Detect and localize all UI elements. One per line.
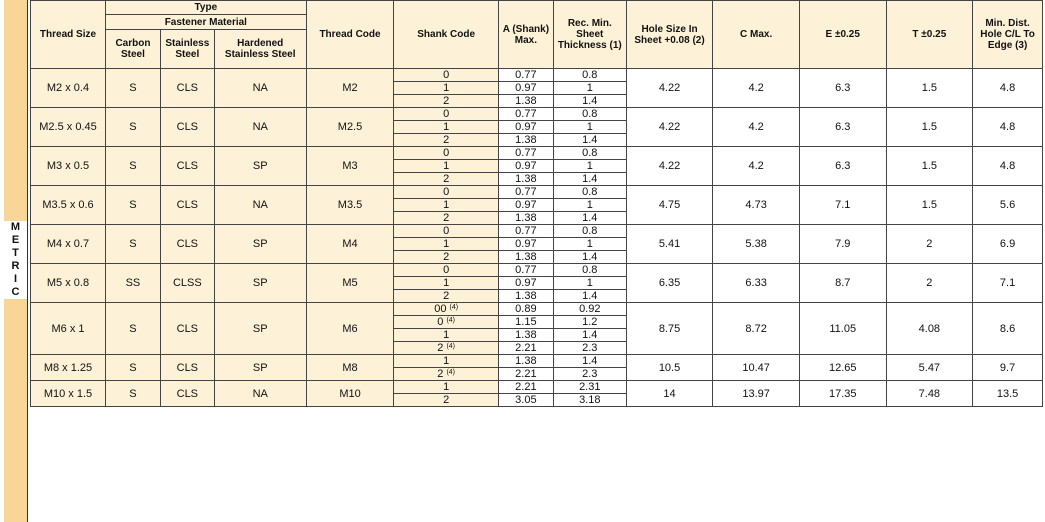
e-cell: 7.1 bbox=[799, 186, 886, 225]
shank-code-value: 2 bbox=[443, 211, 450, 224]
table-row bbox=[31, 69, 1043, 82]
metric-letter: T bbox=[4, 247, 27, 260]
thread-size-cell: M10 x 1.5 bbox=[31, 381, 106, 407]
sheet-thickness-cell: 1 bbox=[553, 160, 626, 173]
carbon-steel-cell: S bbox=[105, 303, 160, 355]
sheet-thickness-cell: 3.18 bbox=[553, 394, 626, 407]
carbon-steel-cell: S bbox=[105, 69, 160, 108]
sheet-thickness-cell: 1.4 bbox=[553, 290, 626, 303]
hole-size-cell: 6.35 bbox=[626, 264, 713, 303]
shank-code-value: 1 bbox=[443, 354, 450, 367]
shank-code-cell bbox=[394, 381, 499, 394]
thread-code-cell: M3 bbox=[306, 147, 394, 186]
t-cell: 1.5 bbox=[886, 69, 973, 108]
metric-label bbox=[4, 180, 27, 340]
sheet-thickness-cell: 2.3 bbox=[553, 368, 626, 381]
shank-code-value: 1 bbox=[443, 276, 450, 289]
a-shank-cell: 2.21 bbox=[498, 368, 553, 381]
sheet-thickness-cell: 1 bbox=[553, 277, 626, 290]
hardened-steel-cell: SP bbox=[214, 303, 306, 355]
t-cell: 7.48 bbox=[886, 381, 973, 407]
shank-code-value: 0 bbox=[443, 185, 450, 198]
shank-code-cell bbox=[394, 277, 499, 290]
e-cell: 8.7 bbox=[799, 264, 886, 303]
shank-code-value: 1 bbox=[443, 159, 450, 172]
shank-code-cell bbox=[394, 82, 499, 95]
table-row bbox=[31, 225, 1043, 238]
thread-size-cell: M5 x 0.8 bbox=[31, 264, 106, 303]
shank-code-cell bbox=[394, 160, 499, 173]
a-shank-cell: 1.38 bbox=[498, 251, 553, 264]
shank-code-cell bbox=[394, 368, 499, 381]
thread-size-cell: M8 x 1.25 bbox=[31, 355, 106, 381]
shank-code-value: 0 bbox=[437, 315, 444, 328]
min-dist-cell: 9.7 bbox=[973, 355, 1043, 381]
stainless-steel-cell: CLS bbox=[160, 186, 214, 225]
a-shank-cell: 1.38 bbox=[498, 95, 553, 108]
t-cell: 5.47 bbox=[886, 355, 973, 381]
hardened-steel-cell: SP bbox=[214, 225, 306, 264]
table-row bbox=[31, 147, 1043, 160]
shank-code-value: 2 bbox=[443, 393, 450, 406]
footnote-marker: (4) bbox=[446, 316, 456, 324]
shank-code-cell bbox=[394, 121, 499, 134]
a-shank-cell: 0.77 bbox=[498, 147, 553, 160]
sheet-thickness-cell: 1 bbox=[553, 238, 626, 251]
min-dist-cell: 8.6 bbox=[973, 303, 1043, 355]
header-shank-code: Shank Code bbox=[394, 1, 499, 69]
shank-code-value: 1 bbox=[443, 198, 450, 211]
stainless-steel-cell: CLSS bbox=[160, 264, 214, 303]
shank-code-value: 0 bbox=[443, 107, 450, 120]
e-cell: 7.9 bbox=[799, 225, 886, 264]
shank-code-cell bbox=[394, 225, 499, 238]
stainless-steel-cell: CLS bbox=[160, 225, 214, 264]
shank-code-value: 1 bbox=[443, 81, 450, 94]
shank-code-value: 0 bbox=[443, 224, 450, 237]
table-header bbox=[31, 1, 1043, 69]
shank-code-cell bbox=[394, 251, 499, 264]
header-thread-size: Thread Size bbox=[31, 1, 106, 69]
a-shank-cell: 0.97 bbox=[498, 277, 553, 290]
footnote-marker: (4) bbox=[449, 303, 459, 311]
sheet-thickness-cell: 1 bbox=[553, 82, 626, 95]
hole-size-cell: 4.22 bbox=[626, 69, 713, 108]
min-dist-cell: 5.6 bbox=[973, 186, 1043, 225]
sheet-thickness-cell: 0.8 bbox=[553, 108, 626, 121]
e-cell: 11.05 bbox=[799, 303, 886, 355]
thread-code-cell: M5 bbox=[306, 264, 394, 303]
header-fastener-material: Fastener Material bbox=[105, 15, 306, 30]
a-shank-cell: 1.38 bbox=[498, 355, 553, 368]
a-shank-cell: 0.77 bbox=[498, 186, 553, 199]
t-cell: 4.08 bbox=[886, 303, 973, 355]
shank-code-cell bbox=[394, 69, 499, 82]
stainless-steel-cell: CLS bbox=[160, 147, 214, 186]
table-row bbox=[31, 186, 1043, 199]
hole-size-cell: 10.5 bbox=[626, 355, 713, 381]
min-dist-cell: 4.8 bbox=[973, 147, 1043, 186]
a-shank-cell: 1.38 bbox=[498, 212, 553, 225]
sheet-thickness-cell: 0.8 bbox=[553, 186, 626, 199]
min-dist-cell: 6.9 bbox=[973, 225, 1043, 264]
header-rec-min-sheet: Rec. Min. Sheet Thickness (1) bbox=[553, 1, 626, 69]
hardened-steel-cell: NA bbox=[214, 381, 306, 407]
t-cell: 1.5 bbox=[886, 108, 973, 147]
min-dist-cell: 13.5 bbox=[973, 381, 1043, 407]
footnote-marker: (4) bbox=[446, 368, 456, 376]
e-cell: 17.35 bbox=[799, 381, 886, 407]
thread-size-cell: M2.5 x 0.45 bbox=[31, 108, 106, 147]
thread-code-cell: M6 bbox=[306, 303, 394, 355]
table-row bbox=[31, 303, 1043, 316]
sheet-thickness-cell: 1 bbox=[553, 121, 626, 134]
a-shank-cell: 1.38 bbox=[498, 173, 553, 186]
sheet-thickness-cell: 1.4 bbox=[553, 173, 626, 186]
thread-code-cell: M2 bbox=[306, 69, 394, 108]
shank-code-value: 1 bbox=[443, 120, 450, 133]
table-row bbox=[31, 381, 1043, 394]
shank-code-cell bbox=[394, 394, 499, 407]
sheet-thickness-cell: 1.4 bbox=[553, 329, 626, 342]
shank-code-cell bbox=[394, 355, 499, 368]
e-cell: 12.65 bbox=[799, 355, 886, 381]
c-max-cell: 4.2 bbox=[713, 147, 800, 186]
header-e: E ±0.25 bbox=[799, 1, 886, 69]
stainless-steel-cell: CLS bbox=[160, 69, 214, 108]
shank-code-cell bbox=[394, 212, 499, 225]
shank-code-cell bbox=[394, 264, 499, 277]
hardened-steel-cell: NA bbox=[214, 108, 306, 147]
shank-code-value: 0 bbox=[443, 263, 450, 276]
hole-size-cell: 4.22 bbox=[626, 147, 713, 186]
e-cell: 6.3 bbox=[799, 108, 886, 147]
header-t: T ±0.25 bbox=[886, 1, 973, 69]
hole-size-cell: 4.22 bbox=[626, 108, 713, 147]
stainless-steel-cell: CLS bbox=[160, 381, 214, 407]
c-max-cell: 4.2 bbox=[713, 108, 800, 147]
header-hardened-stainless-steel: Hardened Stainless Steel bbox=[214, 30, 306, 69]
stainless-steel-cell: CLS bbox=[160, 303, 214, 355]
footnote-marker: (4) bbox=[446, 342, 456, 350]
c-max-cell: 4.73 bbox=[713, 186, 800, 225]
hardened-steel-cell: NA bbox=[214, 69, 306, 108]
a-shank-cell: 0.97 bbox=[498, 199, 553, 212]
shank-code-cell bbox=[394, 108, 499, 121]
shank-code-value: 2 bbox=[443, 172, 450, 185]
table-body bbox=[31, 69, 1043, 407]
t-cell: 2 bbox=[886, 264, 973, 303]
shank-code-cell bbox=[394, 316, 499, 329]
shank-code-cell bbox=[394, 238, 499, 251]
min-dist-cell: 7.1 bbox=[973, 264, 1043, 303]
sheet-thickness-cell: 2.3 bbox=[553, 342, 626, 355]
header-a-shank-max: A (Shank) Max. bbox=[498, 1, 553, 69]
sheet-thickness-cell: 1.4 bbox=[553, 134, 626, 147]
c-max-cell: 4.2 bbox=[713, 69, 800, 108]
a-shank-cell: 2.21 bbox=[498, 342, 553, 355]
header-hole-size: Hole Size In Sheet +0.08 (2) bbox=[626, 1, 713, 69]
shank-code-cell bbox=[394, 134, 499, 147]
shank-code-value: 2 bbox=[437, 341, 444, 354]
a-shank-cell: 3.05 bbox=[498, 394, 553, 407]
min-dist-cell: 4.8 bbox=[973, 69, 1043, 108]
header-carbon-steel: Carbon Steel bbox=[105, 30, 160, 69]
sheet-thickness-cell: 1.4 bbox=[553, 355, 626, 368]
sheet-thickness-cell: 0.8 bbox=[553, 225, 626, 238]
thread-code-cell: M8 bbox=[306, 355, 394, 381]
shank-code-cell bbox=[394, 329, 499, 342]
header-type: Type bbox=[105, 1, 306, 15]
a-shank-cell: 0.97 bbox=[498, 160, 553, 173]
shank-code-value: 2 bbox=[443, 133, 450, 146]
metric-letter: C bbox=[4, 286, 27, 299]
a-shank-cell: 1.15 bbox=[498, 316, 553, 329]
thread-size-cell: M3 x 0.5 bbox=[31, 147, 106, 186]
thread-size-cell: M6 x 1 bbox=[31, 303, 106, 355]
shank-code-value: 0 bbox=[443, 146, 450, 159]
table-row bbox=[31, 264, 1043, 277]
hardened-steel-cell: SP bbox=[214, 355, 306, 381]
hardened-steel-cell: NA bbox=[214, 186, 306, 225]
a-shank-cell: 0.97 bbox=[498, 82, 553, 95]
shank-code-cell bbox=[394, 342, 499, 355]
shank-code-cell bbox=[394, 173, 499, 186]
thread-size-cell: M3.5 x 0.6 bbox=[31, 186, 106, 225]
thread-code-cell: M3.5 bbox=[306, 186, 394, 225]
a-shank-cell: 0.77 bbox=[498, 69, 553, 82]
t-cell: 1.5 bbox=[886, 186, 973, 225]
a-shank-cell: 1.38 bbox=[498, 134, 553, 147]
c-max-cell: 10.47 bbox=[713, 355, 800, 381]
sheet-thickness-cell: 0.8 bbox=[553, 264, 626, 277]
t-cell: 2 bbox=[886, 225, 973, 264]
metric-letter: R bbox=[4, 260, 27, 273]
shank-code-cell bbox=[394, 95, 499, 108]
shank-code-value: 2 bbox=[443, 289, 450, 302]
shank-code-value: 0 bbox=[443, 68, 450, 81]
a-shank-cell: 1.38 bbox=[498, 329, 553, 342]
table-row bbox=[31, 108, 1043, 121]
carbon-steel-cell: SS bbox=[105, 264, 160, 303]
metric-sidebar bbox=[0, 0, 30, 522]
shank-code-value: 1 bbox=[443, 328, 450, 341]
sheet-thickness-cell: 0.8 bbox=[553, 69, 626, 82]
thread-code-cell: M4 bbox=[306, 225, 394, 264]
metric-letter: M bbox=[4, 221, 27, 234]
sheet-thickness-cell: 1.4 bbox=[553, 251, 626, 264]
a-shank-cell: 0.77 bbox=[498, 225, 553, 238]
carbon-steel-cell: S bbox=[105, 381, 160, 407]
metric-spec-table bbox=[30, 0, 1043, 407]
thread-code-cell: M10 bbox=[306, 381, 394, 407]
carbon-steel-cell: S bbox=[105, 108, 160, 147]
hole-size-cell: 5.41 bbox=[626, 225, 713, 264]
header-stainless-steel: Stainless Steel bbox=[160, 30, 214, 69]
shank-code-value: 2 bbox=[443, 250, 450, 263]
c-max-cell: 5.38 bbox=[713, 225, 800, 264]
c-max-cell: 8.72 bbox=[713, 303, 800, 355]
carbon-steel-cell: S bbox=[105, 225, 160, 264]
a-shank-cell: 0.77 bbox=[498, 264, 553, 277]
shank-code-cell bbox=[394, 147, 499, 160]
a-shank-cell: 0.97 bbox=[498, 238, 553, 251]
header-min-dist: Min. Dist. Hole C/L To Edge (3) bbox=[973, 1, 1043, 69]
hole-size-cell: 8.75 bbox=[626, 303, 713, 355]
table-row bbox=[31, 355, 1043, 368]
a-shank-cell: 0.97 bbox=[498, 121, 553, 134]
carbon-steel-cell: S bbox=[105, 147, 160, 186]
hole-size-cell: 14 bbox=[626, 381, 713, 407]
shank-code-value: 2 bbox=[437, 367, 444, 380]
metric-letter: I bbox=[4, 273, 27, 286]
a-shank-cell: 0.89 bbox=[498, 303, 553, 316]
thread-code-cell: M2.5 bbox=[306, 108, 394, 147]
thread-size-cell: M2 x 0.4 bbox=[31, 69, 106, 108]
e-cell: 6.3 bbox=[799, 69, 886, 108]
sheet-thickness-cell: 0.8 bbox=[553, 147, 626, 160]
stainless-steel-cell: CLS bbox=[160, 355, 214, 381]
shank-code-value: 00 bbox=[434, 302, 447, 315]
carbon-steel-cell: S bbox=[105, 186, 160, 225]
sheet-thickness-cell: 0.92 bbox=[553, 303, 626, 316]
header-thread-code: Thread Code bbox=[306, 1, 394, 69]
thread-size-cell: M4 x 0.7 bbox=[31, 225, 106, 264]
sheet-thickness-cell: 2.31 bbox=[553, 381, 626, 394]
t-cell: 1.5 bbox=[886, 147, 973, 186]
stainless-steel-cell: CLS bbox=[160, 108, 214, 147]
shank-code-cell bbox=[394, 186, 499, 199]
shank-code-value: 1 bbox=[443, 237, 450, 250]
a-shank-cell: 1.38 bbox=[498, 290, 553, 303]
hardened-steel-cell: SP bbox=[214, 264, 306, 303]
shank-code-cell bbox=[394, 290, 499, 303]
sheet-thickness-cell: 1.4 bbox=[553, 95, 626, 108]
shank-code-value: 2 bbox=[443, 94, 450, 107]
shank-code-cell bbox=[394, 303, 499, 316]
header-c-max: C Max. bbox=[713, 1, 800, 69]
sheet-thickness-cell: 1 bbox=[553, 199, 626, 212]
hardened-steel-cell: SP bbox=[214, 147, 306, 186]
hole-size-cell: 4.75 bbox=[626, 186, 713, 225]
carbon-steel-cell: S bbox=[105, 355, 160, 381]
sheet-thickness-cell: 1.4 bbox=[553, 212, 626, 225]
metric-letter: E bbox=[4, 234, 27, 247]
c-max-cell: 13.97 bbox=[713, 381, 800, 407]
a-shank-cell: 0.77 bbox=[498, 108, 553, 121]
a-shank-cell: 2.21 bbox=[498, 381, 553, 394]
shank-code-cell bbox=[394, 199, 499, 212]
sheet-thickness-cell: 1.2 bbox=[553, 316, 626, 329]
e-cell: 6.3 bbox=[799, 147, 886, 186]
min-dist-cell: 4.8 bbox=[973, 108, 1043, 147]
shank-code-value: 1 bbox=[443, 380, 450, 393]
c-max-cell: 6.33 bbox=[713, 264, 800, 303]
